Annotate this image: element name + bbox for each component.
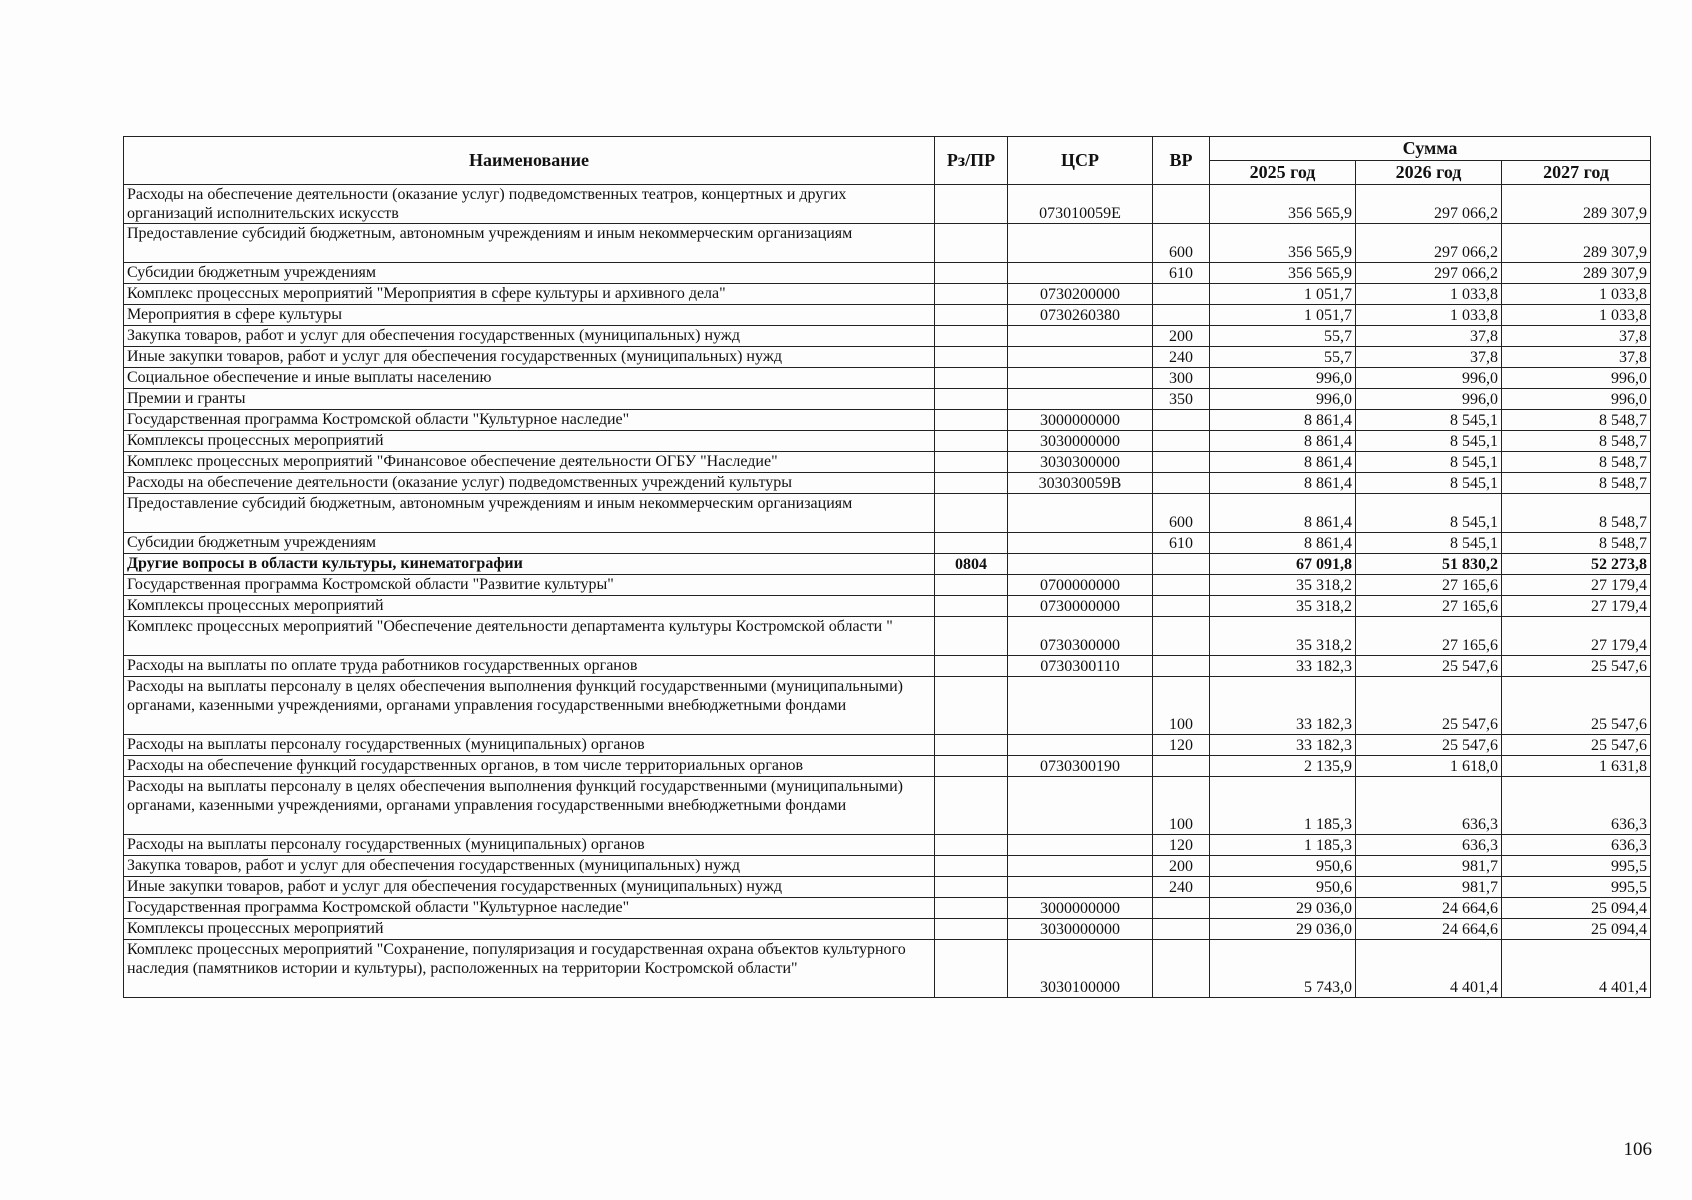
cell-vr: [1153, 185, 1210, 224]
cell-rz-pr: [935, 284, 1008, 305]
cell-rz-pr: [935, 856, 1008, 877]
cell-2025: 35 318,2: [1210, 617, 1356, 656]
cell-vr: 200: [1153, 856, 1210, 877]
cell-2027: 8 548,7: [1502, 494, 1651, 533]
cell-2027: 25 547,6: [1502, 656, 1651, 677]
cell-vr: [1153, 431, 1210, 452]
cell-2026: 8 545,1: [1356, 410, 1502, 431]
table-body: [124, 185, 1651, 998]
cell-name: Предоставление субсидий бюджетным, автономным учреждениям и иным некоммерческим организациям: [124, 224, 935, 263]
cell-vr: 600: [1153, 224, 1210, 263]
cell-vr: 200: [1153, 326, 1210, 347]
cell-name: Иные закупки товаров, работ и услуг для обеспечения государственных (муниципальных) нужд: [124, 347, 935, 368]
cell-name: Предоставление субсидий бюджетным, автономным учреждениям и иным некоммерческим организациям: [124, 494, 935, 533]
table-row: [124, 596, 1651, 617]
cell-csr: 0730300190: [1008, 756, 1153, 777]
cell-2025: 33 182,3: [1210, 677, 1356, 735]
cell-name: Иные закупки товаров, работ и услуг для обеспечения государственных (муниципальных) нужд: [124, 877, 935, 898]
table-row: [124, 756, 1651, 777]
table-row: [124, 284, 1651, 305]
cell-csr: [1008, 368, 1153, 389]
cell-rz-pr: [935, 877, 1008, 898]
cell-vr: [1153, 898, 1210, 919]
cell-name: Государственная программа Костромской области "Культурное наследие": [124, 898, 935, 919]
cell-2026: 981,7: [1356, 877, 1502, 898]
cell-rz-pr: 0804: [935, 554, 1008, 575]
cell-vr: [1153, 596, 1210, 617]
cell-vr: [1153, 452, 1210, 473]
cell-vr: [1153, 305, 1210, 326]
table-row: [124, 410, 1651, 431]
table-row: [124, 940, 1651, 998]
cell-2025: 356 565,9: [1210, 185, 1356, 224]
header-csr: ЦСР: [1008, 137, 1153, 185]
table-row: [124, 617, 1651, 656]
cell-2025: 8 861,4: [1210, 473, 1356, 494]
cell-vr: [1153, 756, 1210, 777]
cell-name: Государственная программа Костромской области "Культурное наследие": [124, 410, 935, 431]
cell-csr: [1008, 263, 1153, 284]
cell-2025: 996,0: [1210, 368, 1356, 389]
cell-vr: [1153, 473, 1210, 494]
cell-csr: [1008, 347, 1153, 368]
cell-2026: 8 545,1: [1356, 452, 1502, 473]
cell-csr: 0730200000: [1008, 284, 1153, 305]
cell-vr: 610: [1153, 263, 1210, 284]
cell-name: Расходы на обеспечение деятельности (оказание услуг) подведомственных театров, концертных и других организаций исполнительских искусств: [124, 185, 935, 224]
cell-rz-pr: [935, 347, 1008, 368]
cell-2026: 37,8: [1356, 347, 1502, 368]
cell-csr: 3030100000: [1008, 940, 1153, 998]
cell-csr: [1008, 533, 1153, 554]
cell-2026: 4 401,4: [1356, 940, 1502, 998]
cell-2026: 981,7: [1356, 856, 1502, 877]
table-row: [124, 533, 1651, 554]
cell-2025: 35 318,2: [1210, 596, 1356, 617]
cell-rz-pr: [935, 898, 1008, 919]
table-row: [124, 224, 1651, 263]
cell-vr: [1153, 575, 1210, 596]
cell-2025: 35 318,2: [1210, 575, 1356, 596]
cell-vr: [1153, 284, 1210, 305]
cell-rz-pr: [935, 835, 1008, 856]
cell-name: Комплекс процессных мероприятий "Мероприятия в сфере культуры и архивного дела": [124, 284, 935, 305]
table-row: [124, 452, 1651, 473]
cell-rz-pr: [935, 756, 1008, 777]
cell-vr: 240: [1153, 877, 1210, 898]
cell-2026: 37,8: [1356, 326, 1502, 347]
cell-rz-pr: [935, 305, 1008, 326]
cell-2026: 297 066,2: [1356, 263, 1502, 284]
cell-2025: 8 861,4: [1210, 533, 1356, 554]
cell-2027: 37,8: [1502, 326, 1651, 347]
cell-name: Расходы на выплаты персоналу государственных (муниципальных) органов: [124, 735, 935, 756]
cell-name: Комплексы процессных мероприятий: [124, 919, 935, 940]
table-row: [124, 735, 1651, 756]
cell-2026: 297 066,2: [1356, 185, 1502, 224]
cell-vr: [1153, 940, 1210, 998]
cell-rz-pr: [935, 410, 1008, 431]
cell-2025: 33 182,3: [1210, 656, 1356, 677]
cell-rz-pr: [935, 224, 1008, 263]
cell-name: Комплекс процессных мероприятий "Финансовое обеспечение деятельности ОГБУ "Наследие": [124, 452, 935, 473]
cell-2025: 996,0: [1210, 389, 1356, 410]
table-row: [124, 185, 1651, 224]
cell-rz-pr: [935, 940, 1008, 998]
cell-2027: 995,5: [1502, 877, 1651, 898]
cell-2026: 27 165,6: [1356, 617, 1502, 656]
cell-2026: 8 545,1: [1356, 473, 1502, 494]
cell-2027: 8 548,7: [1502, 431, 1651, 452]
cell-vr: [1153, 656, 1210, 677]
header-year-2025: 2025 год: [1210, 161, 1356, 185]
cell-csr: 0730300000: [1008, 617, 1153, 656]
cell-vr: 350: [1153, 389, 1210, 410]
cell-csr: 0730260380: [1008, 305, 1153, 326]
cell-2026: 1 033,8: [1356, 284, 1502, 305]
cell-rz-pr: [935, 677, 1008, 735]
cell-2025: 1 185,3: [1210, 835, 1356, 856]
cell-csr: 3000000000: [1008, 898, 1153, 919]
cell-csr: 0730000000: [1008, 596, 1153, 617]
cell-2025: 8 861,4: [1210, 494, 1356, 533]
cell-2025: 33 182,3: [1210, 735, 1356, 756]
cell-2025: 55,7: [1210, 326, 1356, 347]
cell-csr: [1008, 554, 1153, 575]
cell-2027: 289 307,9: [1502, 185, 1651, 224]
cell-csr: [1008, 835, 1153, 856]
cell-2026: 8 545,1: [1356, 533, 1502, 554]
cell-name: Субсидии бюджетным учреждениям: [124, 533, 935, 554]
page-number: 106: [1623, 1139, 1652, 1160]
table-row: [124, 368, 1651, 389]
cell-2027: 636,3: [1502, 835, 1651, 856]
cell-csr: [1008, 224, 1153, 263]
cell-2027: 25 547,6: [1502, 735, 1651, 756]
table-row: [124, 856, 1651, 877]
cell-2025: 67 091,8: [1210, 554, 1356, 575]
cell-csr: 3030300000: [1008, 452, 1153, 473]
cell-2025: 55,7: [1210, 347, 1356, 368]
cell-rz-pr: [935, 533, 1008, 554]
cell-2026: 8 545,1: [1356, 431, 1502, 452]
cell-vr: 600: [1153, 494, 1210, 533]
cell-name: Расходы на выплаты персоналу государственных (муниципальных) органов: [124, 835, 935, 856]
table-row: [124, 473, 1651, 494]
table-row: [124, 305, 1651, 326]
cell-vr: 610: [1153, 533, 1210, 554]
cell-2027: 1 033,8: [1502, 305, 1651, 326]
cell-2025: 29 036,0: [1210, 898, 1356, 919]
cell-2027: 27 179,4: [1502, 596, 1651, 617]
cell-rz-pr: [935, 656, 1008, 677]
cell-csr: 0730300110: [1008, 656, 1153, 677]
cell-rz-pr: [935, 368, 1008, 389]
cell-name: Мероприятия в сфере культуры: [124, 305, 935, 326]
budget-table: [123, 136, 1651, 998]
cell-2027: 52 273,8: [1502, 554, 1651, 575]
cell-vr: [1153, 410, 1210, 431]
cell-name: Комплекс процессных мероприятий "Сохранение, популяризация и государственная охрана объектов культурного наследия (памятников истории и культуры), расположенных на территории Костромской области": [124, 940, 935, 998]
cell-2026: 996,0: [1356, 368, 1502, 389]
header-year-2026: 2026 год: [1356, 161, 1502, 185]
cell-csr: 0700000000: [1008, 575, 1153, 596]
cell-name: Расходы на выплаты по оплате труда работников государственных органов: [124, 656, 935, 677]
cell-name: Расходы на выплаты персоналу в целях обеспечения выполнения функций государственными (муниципальными) органами, казенными учреждениями, органами управления государственными внебюджетными фондами: [124, 777, 935, 835]
cell-2026: 24 664,6: [1356, 919, 1502, 940]
cell-2025: 950,6: [1210, 877, 1356, 898]
cell-2025: 8 861,4: [1210, 452, 1356, 473]
cell-2027: 8 548,7: [1502, 410, 1651, 431]
cell-vr: 120: [1153, 835, 1210, 856]
cell-rz-pr: [935, 473, 1008, 494]
table-row: [124, 677, 1651, 735]
cell-2025: 29 036,0: [1210, 919, 1356, 940]
table-row: [124, 431, 1651, 452]
header-year-2027: 2027 год: [1502, 161, 1651, 185]
cell-2026: 25 547,6: [1356, 677, 1502, 735]
cell-rz-pr: [935, 326, 1008, 347]
cell-vr: 100: [1153, 777, 1210, 835]
table-row: [124, 898, 1651, 919]
cell-2025: 1 051,7: [1210, 305, 1356, 326]
cell-vr: [1153, 919, 1210, 940]
cell-2025: 950,6: [1210, 856, 1356, 877]
cell-2027: 8 548,7: [1502, 473, 1651, 494]
cell-2027: 289 307,9: [1502, 263, 1651, 284]
cell-csr: 3000000000: [1008, 410, 1153, 431]
cell-2027: 25 094,4: [1502, 898, 1651, 919]
cell-name: Комплекс процессных мероприятий "Обеспечение деятельности департамента культуры Костромской области ": [124, 617, 935, 656]
cell-name: Закупка товаров, работ и услуг для обеспечения государственных (муниципальных) нужд: [124, 856, 935, 877]
cell-name: Расходы на обеспечение деятельности (оказание услуг) подведомственных учреждений культуры: [124, 473, 935, 494]
cell-2027: 1 033,8: [1502, 284, 1651, 305]
cell-csr: 3030000000: [1008, 919, 1153, 940]
cell-csr: 073010059Е: [1008, 185, 1153, 224]
cell-rz-pr: [935, 431, 1008, 452]
cell-2026: 8 545,1: [1356, 494, 1502, 533]
cell-2025: 356 565,9: [1210, 224, 1356, 263]
cell-rz-pr: [935, 617, 1008, 656]
cell-name: Расходы на обеспечение функций государственных органов, в том числе территориальных органов: [124, 756, 935, 777]
cell-vr: [1153, 617, 1210, 656]
cell-2026: 24 664,6: [1356, 898, 1502, 919]
header-name: Наименование: [124, 137, 935, 185]
cell-2025: 5 743,0: [1210, 940, 1356, 998]
cell-csr: [1008, 735, 1153, 756]
table-row: [124, 777, 1651, 835]
cell-vr: 300: [1153, 368, 1210, 389]
cell-2027: 25 547,6: [1502, 677, 1651, 735]
cell-2026: 25 547,6: [1356, 656, 1502, 677]
cell-2027: 996,0: [1502, 368, 1651, 389]
cell-2026: 636,3: [1356, 777, 1502, 835]
cell-name: Субсидии бюджетным учреждениям: [124, 263, 935, 284]
cell-rz-pr: [935, 389, 1008, 410]
table-row: [124, 835, 1651, 856]
header-sum: Сумма: [1210, 137, 1651, 161]
cell-2025: 2 135,9: [1210, 756, 1356, 777]
table-row: [124, 575, 1651, 596]
cell-2027: 25 094,4: [1502, 919, 1651, 940]
cell-2025: 8 861,4: [1210, 410, 1356, 431]
cell-2025: 1 185,3: [1210, 777, 1356, 835]
cell-vr: 100: [1153, 677, 1210, 735]
cell-name: Расходы на выплаты персоналу в целях обеспечения выполнения функций государственными (муниципальными) органами, казенными учреждениями, органами управления государственными внебюджетными фондами: [124, 677, 935, 735]
table-row: [124, 326, 1651, 347]
table-row: [124, 494, 1651, 533]
cell-name: Закупка товаров, работ и услуг для обеспечения государственных (муниципальных) нужд: [124, 326, 935, 347]
cell-csr: [1008, 326, 1153, 347]
cell-2026: 636,3: [1356, 835, 1502, 856]
cell-csr: [1008, 677, 1153, 735]
cell-rz-pr: [935, 452, 1008, 473]
cell-2026: 25 547,6: [1356, 735, 1502, 756]
header-rz-pr: Рз/ПР: [935, 137, 1008, 185]
cell-vr: [1153, 554, 1210, 575]
cell-name: Комплексы процессных мероприятий: [124, 596, 935, 617]
cell-csr: [1008, 856, 1153, 877]
cell-rz-pr: [935, 777, 1008, 835]
cell-csr: [1008, 494, 1153, 533]
cell-csr: [1008, 877, 1153, 898]
cell-2026: 27 165,6: [1356, 575, 1502, 596]
cell-rz-pr: [935, 735, 1008, 756]
cell-rz-pr: [935, 575, 1008, 596]
cell-name: Социальное обеспечение и иные выплаты населению: [124, 368, 935, 389]
table-header: [124, 137, 1651, 185]
cell-2026: 996,0: [1356, 389, 1502, 410]
cell-2026: 27 165,6: [1356, 596, 1502, 617]
cell-vr: 120: [1153, 735, 1210, 756]
cell-2026: 51 830,2: [1356, 554, 1502, 575]
table-row: [124, 347, 1651, 368]
table-row: [124, 919, 1651, 940]
cell-2027: 27 179,4: [1502, 617, 1651, 656]
cell-2027: 1 631,8: [1502, 756, 1651, 777]
cell-2027: 8 548,7: [1502, 452, 1651, 473]
table-row: [124, 656, 1651, 677]
cell-2027: 8 548,7: [1502, 533, 1651, 554]
table-row: [124, 389, 1651, 410]
table-row: [124, 554, 1651, 575]
cell-name: Другие вопросы в области культуры, кинематографии: [124, 554, 935, 575]
cell-2027: 995,5: [1502, 856, 1651, 877]
cell-csr: 3030000000: [1008, 431, 1153, 452]
cell-vr: 240: [1153, 347, 1210, 368]
cell-2025: 356 565,9: [1210, 263, 1356, 284]
cell-2027: 289 307,9: [1502, 224, 1651, 263]
cell-name: Премии и гранты: [124, 389, 935, 410]
cell-2027: 37,8: [1502, 347, 1651, 368]
cell-csr: 303030059В: [1008, 473, 1153, 494]
cell-csr: [1008, 389, 1153, 410]
cell-rz-pr: [935, 494, 1008, 533]
header-vr: ВР: [1153, 137, 1210, 185]
cell-name: Государственная программа Костромской области "Развитие культуры": [124, 575, 935, 596]
cell-rz-pr: [935, 185, 1008, 224]
cell-2026: 1 033,8: [1356, 305, 1502, 326]
cell-2025: 1 051,7: [1210, 284, 1356, 305]
cell-2027: 636,3: [1502, 777, 1651, 835]
cell-2026: 297 066,2: [1356, 224, 1502, 263]
cell-csr: [1008, 777, 1153, 835]
cell-2027: 996,0: [1502, 389, 1651, 410]
table-row: [124, 877, 1651, 898]
cell-name: Комплексы процессных мероприятий: [124, 431, 935, 452]
cell-2026: 1 618,0: [1356, 756, 1502, 777]
cell-2025: 8 861,4: [1210, 431, 1356, 452]
cell-2027: 4 401,4: [1502, 940, 1651, 998]
cell-2027: 27 179,4: [1502, 575, 1651, 596]
cell-rz-pr: [935, 263, 1008, 284]
cell-rz-pr: [935, 919, 1008, 940]
cell-rz-pr: [935, 596, 1008, 617]
table-row: [124, 263, 1651, 284]
